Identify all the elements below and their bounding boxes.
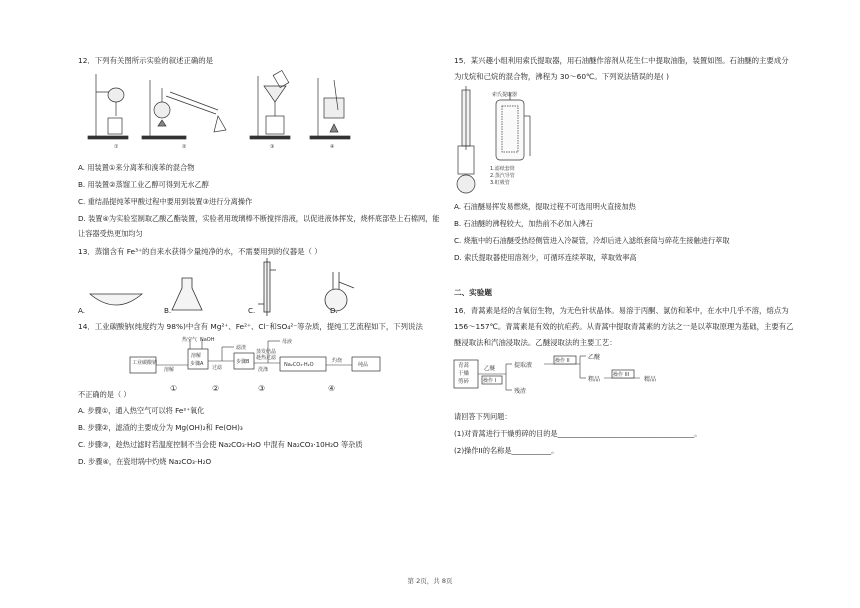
flow-label-hot-filter: 趁热过滤 (256, 355, 277, 361)
q12-option-a: A. 用装置①来分离苯和溴苯的混合物 (78, 163, 195, 172)
page-footer: 第 2页，共 8页 (407, 577, 453, 585)
q15-option-a: A. 石油醚易挥发易燃烧，提取过程不可选用明火直接加热 (454, 202, 636, 211)
flow-op-2: 操作 II (555, 358, 570, 364)
flow-step-4: ④ (328, 384, 336, 393)
soxhlet-title: 索氏提取器 (492, 92, 518, 98)
q14-process-flow (130, 335, 400, 397)
soxhlet-extractor-figure (454, 86, 564, 196)
evaporating-dish-icon (90, 294, 142, 305)
q13-option-c: C. (248, 306, 256, 315)
q16-process-flow (454, 350, 714, 408)
q14-stem-2: 不正确的是（ ） (78, 390, 131, 399)
flow-solvent: 乙醚 (484, 366, 496, 372)
flow-crude: 粗品 (588, 376, 601, 383)
flow-step-2: ② (212, 384, 220, 393)
flow-box-dissolve: 溶解 (191, 353, 202, 359)
flow-op-3: 操作 III (613, 372, 630, 378)
flow-step-3: ③ (258, 384, 266, 393)
apparatus-1 (88, 74, 128, 139)
flow-residue: 残渣 (514, 388, 527, 395)
soxhlet-part-1: 1.滤纸套筒 (490, 166, 515, 172)
condenser-icon (258, 258, 276, 316)
flow-op-1: 操作 I (483, 378, 497, 384)
flow-box-hydrate: Na₂CO₃·H₂O (284, 362, 314, 368)
apparatus-2 (142, 80, 226, 139)
fig-label-1: ① (114, 144, 119, 150)
q16-line-3: 醚浸取法和汽油浸取法。乙醚浸取法的主要工艺： (454, 338, 617, 347)
section-heading: 二、实验题 (454, 288, 492, 297)
apparatus-4 (310, 78, 350, 139)
flow-label-mother-liquor: 母液 (282, 339, 293, 345)
flow-box-pure: 纯品 (358, 362, 369, 368)
q15-stem-2: 为戊烷和己烷的混合物，沸程为 30～60℃。下列说法错误的是( ) (454, 72, 669, 81)
fig-label-2: ② (182, 144, 187, 150)
flow-label-burn: 灼烧 (332, 358, 343, 364)
q13-option-b: B. (164, 306, 172, 315)
q12-apparatus-figure (78, 70, 358, 150)
q16-line-2: 156～157℃。青蒿素是有效的抗疟药。从青蒿中提取青蒿素的方法之一是以萃取原理为基础，主要有乙 (454, 322, 794, 331)
flow-start-3: 剪碎 (458, 379, 470, 385)
q16-line-1: 16．青蒿素是烃的含氧衍生物，为无色针状晶体。易溶于丙酮、氯仿和苯中，在水中几乎不溶，熔点为 (454, 306, 789, 315)
q13-option-a: A. (78, 306, 86, 315)
q14-stem: 14．工业碳酸钠(纯度约为 98%)中含有 Mg²⁺、Fe²⁺、Cl⁻和SO₄²⁻等杂质，提纯工艺流程如下，下列说法 (78, 322, 423, 331)
fig-label-3: ③ (270, 144, 275, 150)
q14-option-a: A. 步骤①，通入热空气可以将 Fe²⁺氧化 (78, 406, 205, 415)
q14-option-b: B. 步骤②，滤渣的主要成分为 Mg(OH)₂和 Fe(OH)₃ (78, 423, 243, 432)
flow-product: 精品 (644, 376, 657, 383)
q12-option-d-cont: 让容器受热更加均匀 (78, 229, 143, 238)
q14-option-c: C. 步骤③，趁热过滤时若温度控制不当会使 Na₂CO₃·H₂O 中混有 Na₂CO₃·10H₂O 等杂质 (78, 440, 363, 449)
q15-option-c: C. 烧瓶中的石油醚受热经侧管进入冷凝管，冷却后进入滤纸套筒与碎花生接触进行萃取 (454, 236, 730, 245)
q16-prompt: 请回答下列问题： (454, 412, 512, 421)
q15-stem-1: 15．某兴趣小组利用索氏提取器，用石油醚作溶剂从花生仁中提取油脂，装置如图。石油醚的主要成分 (454, 56, 789, 65)
flow-label-hot-air: 热空气 (182, 337, 198, 343)
flow-arrow-wash: 洗涤 (258, 367, 269, 373)
flow-label-evaporate: 蒸发结晶 (256, 349, 277, 355)
q15-option-d: D. 索氏提取器使用溶剂少，可循环连续萃取，萃取效率高 (454, 253, 637, 262)
q12-option-c: C. 重结晶提纯苯甲酸过程中要用到装置③进行分离操作 (78, 197, 253, 206)
q12-option-d: D. 装置④为实验室制取乙酸乙酯装置，实验者用玻璃棒不断搅拌溶液，以促进液体挥发，烧杯底部垫上石棉网，能 (78, 214, 440, 223)
flow-box-step-b: 步骤B (236, 359, 250, 365)
flow-arrow-dissolve: 溶解 (164, 367, 175, 373)
q16-sub-2: (2)操作II的名称是___________。 (454, 446, 559, 455)
q12-stem: 12．下列有关图所示实验的叙述正确的是 (78, 56, 214, 65)
flow-step-1: ① (170, 384, 178, 393)
q15-option-b: B. 石油醚的沸程较大，加热前不必加入沸石 (454, 219, 593, 228)
q14-option-d: D. 步骤④，在瓷坩埚中灼烧 Na₂CO₃·H₂O (78, 457, 212, 466)
flow-ether: 乙醚 (588, 354, 601, 361)
conical-flask-icon (172, 278, 202, 310)
apparatus-3 (250, 70, 290, 139)
q13-option-d: D. (330, 306, 338, 315)
flow-arrow-filter: 过滤 (212, 365, 223, 371)
flow-label-naoh: NaOH (200, 337, 215, 343)
q16-sub-1: (1)对青蒿进行干燥剪碎的目的是______________________________________。 (454, 429, 702, 438)
flow-box-raw: 工业碳酸钠 (132, 360, 158, 366)
flow-box-step-a: 步骤A (190, 361, 204, 367)
flow-extract: 提取液 (514, 362, 533, 369)
flow-start-1: 青蒿 (458, 363, 470, 369)
fig-label-4: ④ (330, 144, 335, 150)
q13-stem: 13．蒸馏含有 Fe³⁺的自来水获得少量纯净的水，不需要用到的仪器是（ ） (78, 247, 322, 256)
flow-start-2: 干燥 (458, 371, 470, 377)
soxhlet-part-2: 2.蒸汽导管 (490, 173, 515, 179)
q12-option-b: B. 用装置②蒸馏工业乙醇可得到无水乙醇 (78, 180, 209, 189)
flow-label-residue: 滤渣 (236, 345, 247, 351)
soxhlet-part-3: 3.虹吸管 (490, 180, 510, 186)
